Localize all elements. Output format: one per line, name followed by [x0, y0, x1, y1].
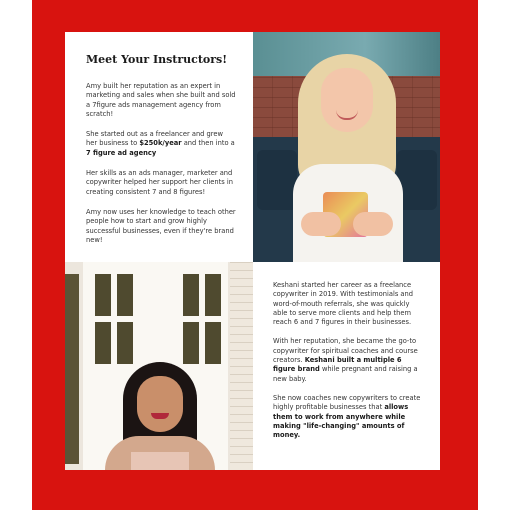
amy-bio-paragraph: [86, 82, 236, 119]
emphasis-text: $250k/year: [139, 139, 182, 148]
arm: [301, 212, 341, 236]
house-siding: [230, 262, 253, 470]
emphasis-text: allows them to work from anywhere while making "life-changing" amounts of money.: [273, 403, 409, 440]
top: [131, 452, 189, 470]
amy-bio-section: [65, 32, 253, 262]
amy-photo: [253, 32, 440, 262]
body-text: Amy built her reputation as an expert in marketing and sales when she built and sold a 7figure ads management agency from scratch!: [86, 82, 236, 118]
body-text: She now coaches new copywriters to create highly profitable businesses that: [273, 393, 421, 412]
door-pane: [95, 274, 111, 316]
door-pane: [205, 322, 221, 364]
body-text: With her reputation, she became the go-to copywriter for spiritual coaches and course creators.: [273, 337, 418, 365]
door-pane: [95, 322, 111, 364]
door-pane: [205, 274, 221, 316]
face: [137, 376, 183, 432]
door-pane: [183, 322, 199, 364]
sofa-cushion: [257, 150, 297, 210]
keshani-bio-paragraph: [273, 394, 425, 440]
keshani-bio-section: [253, 262, 440, 470]
window-left: [65, 274, 79, 464]
door-pane: [117, 274, 133, 316]
body-text: while pregnant and raising a new baby.: [273, 365, 418, 383]
keshani-bio-paragraph: [273, 281, 425, 327]
face: [321, 68, 373, 132]
body-text: Keshani started her career as a freelance copywriter in 2019. With testimonials and word-of-mouth referrals, she was quickly able to serve more clients and help them reach 6 and 7 figures in their businesses.: [273, 281, 414, 327]
door-pane: [183, 274, 199, 316]
instructors-card: [65, 32, 440, 470]
section-title: Meet Your Instructors!: [86, 53, 228, 66]
amy-bio: [65, 82, 253, 245]
body-text: and then into a: [181, 139, 235, 148]
door-pane: [117, 322, 133, 364]
body-text: Amy now uses her knowledge to teach other people how to start and grow highly successful businesses, even if they're brand new!: [86, 207, 236, 244]
keshani-bio-paragraph: [273, 337, 425, 383]
emphasis-text: Keshani built a multiple 6 figure brand: [273, 356, 402, 374]
body-text: She started out as a freelancer and grew her business to: [86, 130, 223, 148]
body-text: Her skills as an ads manager, marketer and copywriter helped her support her clients in creating consistent 7 and 8 figures!: [86, 169, 233, 196]
sofa-cushion: [397, 150, 437, 210]
arm: [353, 212, 393, 236]
keshani-photo: [65, 262, 253, 470]
amy-bio-paragraph: [86, 208, 236, 245]
keshani-bio: [253, 281, 440, 440]
amy-bio-paragraph: [86, 130, 236, 158]
emphasis-text: 7 figure ad agency: [86, 148, 157, 157]
amy-bio-paragraph: [86, 169, 236, 197]
